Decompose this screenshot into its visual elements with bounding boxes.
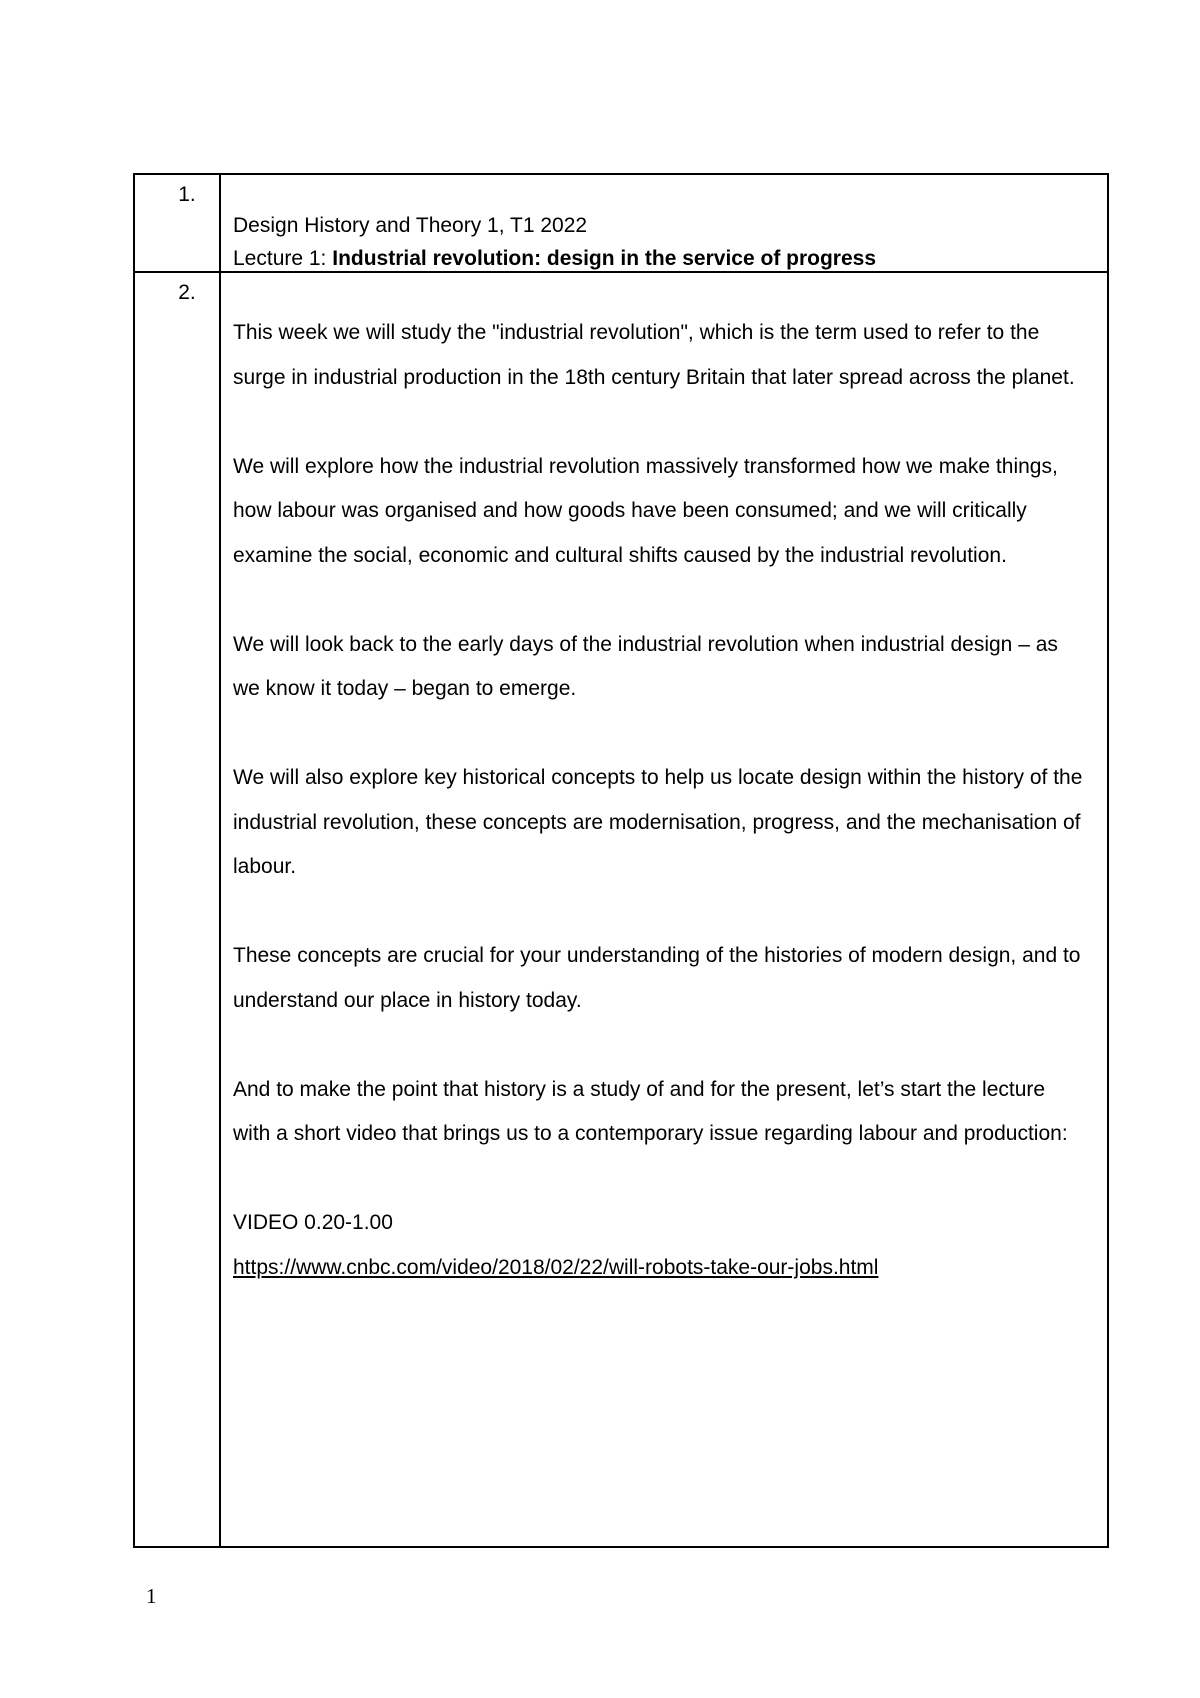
paragraph-explore: We will explore how the industrial revolution massively transformed how we make things, how labour was organised and how goods have been consumed; and we will critically examine the social, economic and cultural shifts caused by the industrial revolution. [233, 454, 1058, 567]
lecture-body [233, 311, 1087, 1290]
video-label: VIDEO 0.20-1.00 [233, 1211, 393, 1234]
paragraph-video-intro: And to make the point that history is a study of and for the present, let’s start the lecture with a short video that brings us to a contemporary issue regarding labour and production: [233, 1077, 1068, 1145]
video-link[interactable]: https://www.cnbc.com/video/2018/02/22/will-robots-take-our-jobs.html [233, 1255, 879, 1279]
page-number: 1 [146, 1584, 157, 1608]
table-row [135, 175, 1107, 273]
lecture-table [133, 173, 1109, 1548]
paragraph-intro: This week we will study the "industrial revolution", which is the term used to refer to the surge in industrial production in the 18th century Britain that later spread across the planet. [233, 321, 1075, 389]
row-number-cell [135, 273, 221, 1546]
row-number: 2. [178, 281, 196, 304]
row-number: 1. [178, 183, 196, 206]
video-link-line [233, 1246, 1087, 1291]
table-row [135, 273, 1107, 1546]
paragraph-understanding: These concepts are crucial for your understanding of the histories of modern design, and to understand our place in history today. [233, 944, 1081, 1012]
header-cell [233, 175, 1087, 271]
lecture-heading [233, 247, 876, 271]
lecture-title: Industrial revolution: design in the service of progress [332, 247, 877, 270]
course-title: Design History and Theory 1, T1 2022 [233, 214, 588, 237]
row-number-cell [135, 175, 221, 271]
paragraph-early-days: We will look back to the early days of the industrial revolution when industrial design – as we know it today – began to emerge. [233, 632, 1058, 700]
paragraph-concepts: We will also explore key historical concepts to help us locate design within the history of the industrial revolution, these concepts are modernisation, progress, and the mechanisation of labour. [233, 766, 1083, 878]
lecture-body-cell [233, 273, 1087, 1546]
lecture-prefix: Lecture 1: [233, 247, 333, 270]
